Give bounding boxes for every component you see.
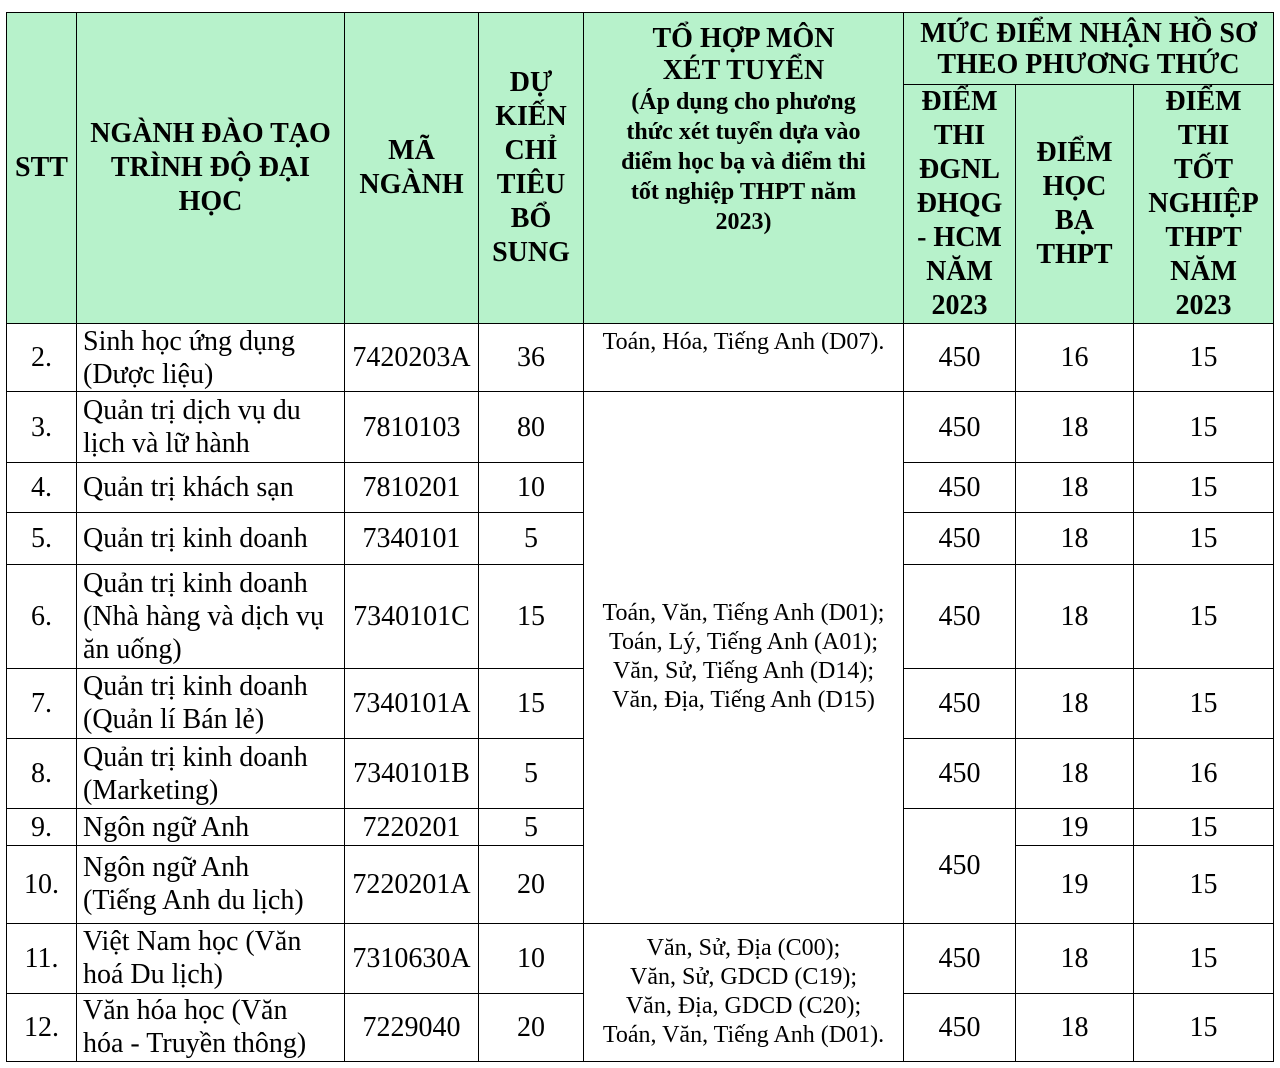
cell-to-hop: Văn, Sử, Địa (C00); Văn, Sử, GDCD (C19); Văn, Địa, GDCD (C20); Toán, Văn, Tiếng Anh (D01). [584, 923, 904, 1061]
cell-chi-tieu: 80 [479, 392, 584, 463]
cell-chi-tieu: 5 [479, 809, 584, 846]
cell-chi-tieu: 20 [479, 846, 584, 923]
cell-chi-tieu: 10 [479, 463, 584, 513]
cell-dgnl: 450 [904, 513, 1016, 564]
cell-dgnl: 450 [904, 668, 1016, 738]
cell-nganh: Quản trị kinh doanh (Marketing) [77, 739, 345, 809]
cell-chi-tieu: 15 [479, 668, 584, 738]
cell-dgnl: 450 [904, 463, 1016, 513]
cell-tot-nghiep: 15 [1134, 993, 1274, 1061]
col-header-ma-nganh: MÃ NGÀNH [345, 13, 479, 324]
cell-hoc-ba: 18 [1016, 668, 1134, 738]
col-header-nganh: NGÀNH ĐÀO TẠO TRÌNH ĐỘ ĐẠI HỌC [77, 13, 345, 324]
cell-dgnl: 450 [904, 324, 1016, 392]
cell-nganh: Việt Nam học (Văn hoá Du lịch) [77, 923, 345, 993]
cell-stt: 3. [7, 392, 77, 463]
cell-ma: 7340101A [345, 668, 479, 738]
cell-hoc-ba: 18 [1016, 513, 1134, 564]
table-row [7, 923, 1274, 993]
cell-dgnl: 450 [904, 739, 1016, 809]
cell-to-hop: Toán, Văn, Tiếng Anh (D01); Toán, Lý, Tiếng Anh (A01); Văn, Sử, Tiếng Anh (D14); Văn, Địa, Tiếng Anh (D15) [584, 392, 904, 923]
cell-stt: 6. [7, 564, 77, 668]
cell-chi-tieu: 5 [479, 739, 584, 809]
cell-nganh: Quản trị khách sạn [77, 463, 345, 513]
col-header-muc-diem: MỨC ĐIỂM NHẬN HỒ SƠ THEO PHƯƠNG THỨC [904, 13, 1274, 85]
cell-hoc-ba: 18 [1016, 564, 1134, 668]
col-header-du-kien: DỰ KIẾN CHỈ TIÊU BỔ SUNG [479, 13, 584, 324]
cell-ma: 7810103 [345, 392, 479, 463]
cell-nganh: Sinh học ứng dụng (Dược liệu) [77, 324, 345, 392]
col-header-hoc-ba: ĐIỂM HỌC BẠ THPT [1016, 85, 1134, 324]
cell-dgnl: 450 [904, 993, 1016, 1061]
col-header-dgnl: ĐIỂM THI ĐGNL ĐHQG - HCM NĂM 2023 [904, 85, 1016, 324]
cell-dgnl: 450 [904, 392, 1016, 463]
cell-nganh: Ngôn ngữ Anh [77, 809, 345, 846]
table-row [7, 392, 1274, 463]
cell-ma: 7420203A [345, 324, 479, 392]
cell-nganh: Văn hóa học (Văn hóa - Truyền thông) [77, 993, 345, 1061]
cell-ma: 7310630A [345, 923, 479, 993]
cell-chi-tieu: 5 [479, 513, 584, 564]
cell-tot-nghiep: 15 [1134, 324, 1274, 392]
cell-to-hop: Toán, Hóa, Tiếng Anh (D07). [584, 324, 904, 392]
table-row [7, 324, 1274, 392]
cell-tot-nghiep: 15 [1134, 513, 1274, 564]
cell-chi-tieu: 20 [479, 993, 584, 1061]
cell-hoc-ba: 19 [1016, 809, 1134, 846]
cell-stt: 10. [7, 846, 77, 923]
cell-chi-tieu: 15 [479, 564, 584, 668]
cell-hoc-ba: 18 [1016, 993, 1134, 1061]
cell-chi-tieu: 36 [479, 324, 584, 392]
cell-stt: 5. [7, 513, 77, 564]
cell-nganh: Ngôn ngữ Anh (Tiếng Anh du lịch) [77, 846, 345, 923]
cell-chi-tieu: 10 [479, 923, 584, 993]
cell-dgnl: 450 [904, 923, 1016, 993]
cell-tot-nghiep: 15 [1134, 564, 1274, 668]
cell-hoc-ba: 18 [1016, 739, 1134, 809]
cell-nganh: Quản trị kinh doanh [77, 513, 345, 564]
cell-ma: 7340101C [345, 564, 479, 668]
cell-hoc-ba: 18 [1016, 392, 1134, 463]
cell-ma: 7229040 [345, 993, 479, 1061]
cell-tot-nghiep: 15 [1134, 668, 1274, 738]
cell-tot-nghiep: 16 [1134, 739, 1274, 809]
cell-hoc-ba: 18 [1016, 463, 1134, 513]
cell-stt: 12. [7, 993, 77, 1061]
col-header-stt: STT [7, 13, 77, 324]
cell-tot-nghiep: 15 [1134, 463, 1274, 513]
cell-stt: 2. [7, 324, 77, 392]
cell-nganh: Quản trị kinh doanh (Nhà hàng và dịch vụ ăn uống) [77, 564, 345, 668]
admission-table [6, 12, 1274, 1062]
cell-stt: 11. [7, 923, 77, 993]
cell-hoc-ba: 16 [1016, 324, 1134, 392]
cell-dgnl: 450 [904, 564, 1016, 668]
cell-ma: 7340101B [345, 739, 479, 809]
cell-ma: 7220201A [345, 846, 479, 923]
cell-hoc-ba: 18 [1016, 923, 1134, 993]
cell-tot-nghiep: 15 [1134, 392, 1274, 463]
cell-stt: 9. [7, 809, 77, 846]
cell-stt: 8. [7, 739, 77, 809]
cell-ma: 7810201 [345, 463, 479, 513]
cell-ma: 7340101 [345, 513, 479, 564]
cell-ma: 7220201 [345, 809, 479, 846]
cell-tot-nghiep: 15 [1134, 809, 1274, 846]
cell-stt: 4. [7, 463, 77, 513]
col-header-to-hop: TỔ HỢP MÔN XÉT TUYỂN (Áp dụng cho phương thức xét tuyển dựa vào điểm học bạ và điểm thi tốt nghiệp THPT năm 2023) [584, 13, 904, 324]
col-header-tot-nghiep: ĐIỂM THI TỐT NGHIỆP THPT NĂM 2023 [1134, 85, 1274, 324]
cell-tot-nghiep: 15 [1134, 923, 1274, 993]
cell-tot-nghiep: 15 [1134, 846, 1274, 923]
cell-nganh: Quản trị dịch vụ du lịch và lữ hành [77, 392, 345, 463]
cell-stt: 7. [7, 668, 77, 738]
cell-hoc-ba: 19 [1016, 846, 1134, 923]
cell-nganh: Quản trị kinh doanh (Quản lí Bán lẻ) [77, 668, 345, 738]
cell-dgnl: 450 [904, 809, 1016, 923]
